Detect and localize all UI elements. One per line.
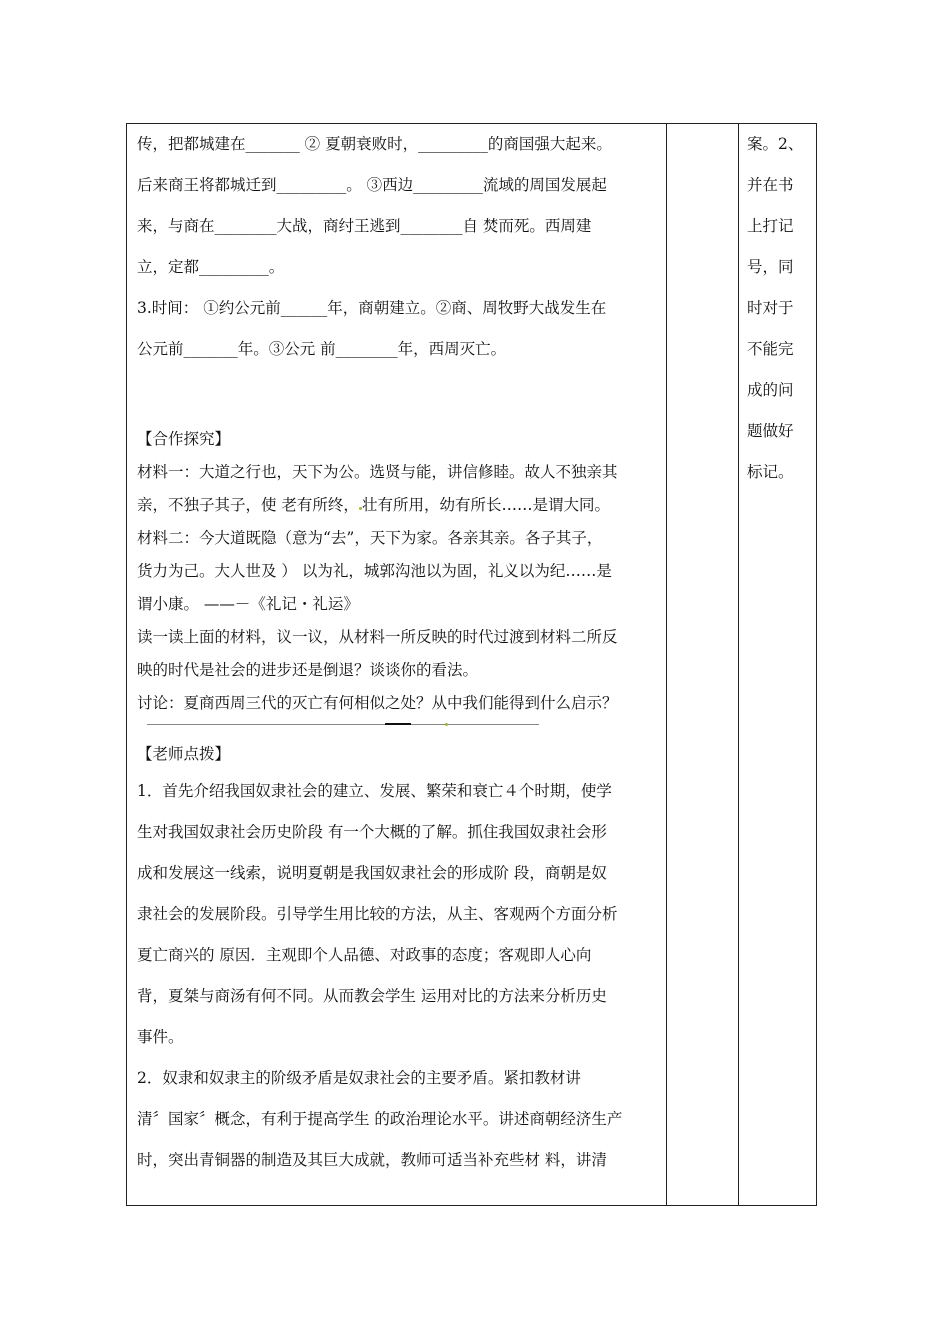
laoshi-section xyxy=(137,771,662,1181)
side-note-line: 并在书 xyxy=(747,176,794,194)
text-line: 传，把都城建在_______ ② 夏朝衰败时，_________的商国强大起来。 xyxy=(137,135,612,153)
table-frame xyxy=(126,123,817,1206)
text-span: 壮有所用，幼有所长……是谓大同。 xyxy=(361,496,610,514)
main-content-cell xyxy=(137,124,662,1181)
side-note-line: 标记。 xyxy=(747,463,794,481)
side-note-line: 案。2、 xyxy=(747,135,804,153)
answer-line-mark xyxy=(385,723,411,725)
text-line: 公元前_______年。③公元 前________年，西周灭亡。 xyxy=(137,340,507,358)
text-line: 货力为己。大人世及 ） 以为礼，城郭沟池以为固，礼义以为纪……是 xyxy=(137,562,612,580)
section-heading: 【合作探究】 xyxy=(137,430,231,448)
side-note-line: 题做好 xyxy=(747,422,794,440)
text-line: 材料一：大道之行也，天下为公。选贤与能，讲信修睦。故人不独亲其 xyxy=(137,463,618,481)
text-line: 映的时代是社会的进步还是倒退？谈谈你的看法。 xyxy=(137,661,479,679)
text-line: 清〞国家〞概念，有利于提高学生 的政治理论水平。讲述商朝经济生产 xyxy=(137,1110,623,1128)
text-line xyxy=(137,489,662,522)
side-note-line: 时对于 xyxy=(747,299,794,317)
section-heading: 【老师点拨】 xyxy=(137,745,231,763)
answer-line-stroke xyxy=(147,724,539,725)
text-line: 隶社会的发展阶段。引导学生用比较的方法，从主、客观两个方面分析 xyxy=(137,905,618,923)
side-note-cell xyxy=(747,124,813,493)
stray-dot-mark xyxy=(445,723,448,726)
side-note-line: 号，同 xyxy=(747,258,794,276)
hezuo-section xyxy=(137,411,662,771)
text-line: 讨论：夏商西周三代的灭亡有何相似之处？从中我们能得到什么启示？ xyxy=(137,694,618,712)
text-line: 夏亡商兴的 原因．主观即个人品德、对政事的态度；客观即人心向 xyxy=(137,946,592,964)
column-divider xyxy=(666,124,667,1205)
text-line: 立，定都_________。 xyxy=(137,258,285,276)
text-line: 来，与商在________大战，商纣王逃到________自 焚而死。西周建 xyxy=(137,217,592,235)
text-line: 后来商王将都城迁到_________。 ③西边_________流域的周国发展起 xyxy=(137,176,607,194)
blank-line xyxy=(137,370,662,411)
text-line: 背，夏桀与商汤有何不同。从而教会学生 运用对比的方法来分析历史 xyxy=(137,987,607,1005)
text-line: 材料二：今大道既隐（意为“去”，天下为家。各亲其亲。各子其子， xyxy=(137,529,603,547)
column-divider xyxy=(738,124,739,1205)
text-line: 事件。 xyxy=(137,1028,184,1046)
side-note-line: 上打记 xyxy=(747,217,794,235)
text-line: 时，突出青铜器的制造及其巨大成就，教师可适当补充些材 料，讲清 xyxy=(137,1151,607,1169)
text-line: 1．首先介绍我国奴隶社会的建立、发展、繁荣和衰亡４个时期，使学 xyxy=(137,782,612,800)
text-line: 成和发展这一线索，说明夏朝是我国奴隶社会的形成阶 段，商朝是奴 xyxy=(137,864,607,882)
answer-line xyxy=(137,720,662,738)
text-line: 2．奴隶和奴隶主的阶级矛盾是奴隶社会的主要矛盾。紧扣教材讲 xyxy=(137,1069,581,1087)
text-line: 谓小康。 ——－《礼记・礼运》 xyxy=(137,595,359,613)
text-span: 亲，不独子其子，使 老有所终， xyxy=(137,496,359,514)
text-line: 3.时间： ①约公元前______年，商朝建立。②商、周牧野大战发生在 xyxy=(137,299,607,317)
side-note-line: 不能完 xyxy=(747,340,794,358)
text-line: 生对我国奴隶社会历史阶段 有一个大概的了解。抓住我国奴隶社会形 xyxy=(137,823,607,841)
text-line: 读一读上面的材料，议一议，从材料一所反映的时代过渡到材料二所反 xyxy=(137,628,618,646)
side-note-line: 成的问 xyxy=(747,381,794,399)
